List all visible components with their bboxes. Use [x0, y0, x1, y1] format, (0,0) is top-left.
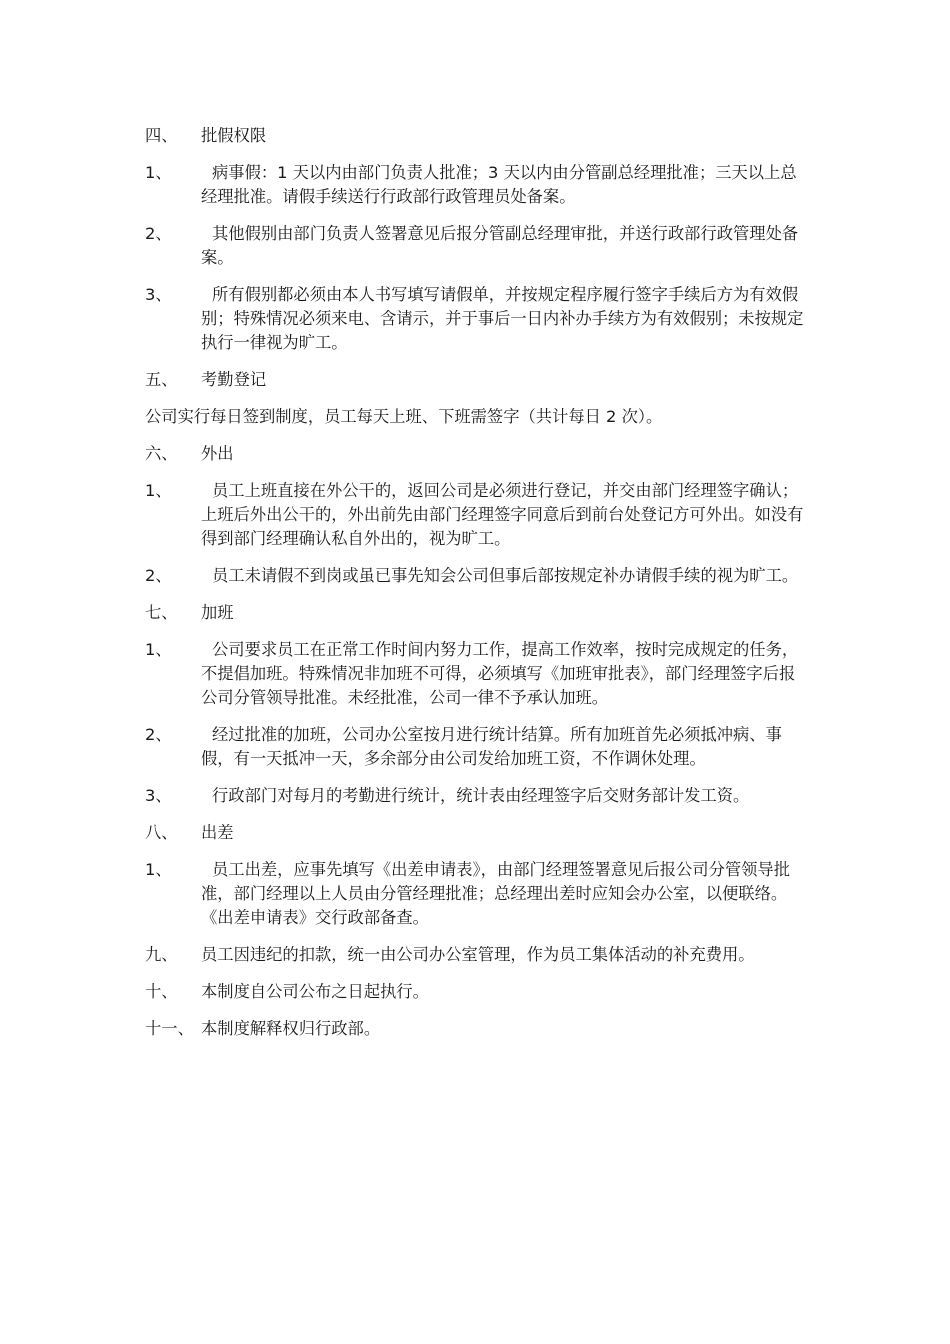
item-text: 病事假：1 天以内由部门负责人批准；3 天以内由分管副总经理批准；三天以上总经理批准。请假手续送行行政部行政管理员处备案。 — [201, 163, 797, 206]
body-paragraph: 公司实行每日签到制度，员工每天上班、下班需签字（共计每日 2 次）。 — [145, 407, 663, 426]
section-heading-4 — [145, 124, 810, 148]
item-number: 1、 — [145, 860, 172, 879]
list-item — [145, 858, 810, 930]
item-number: 1、 — [145, 481, 172, 500]
list-item — [145, 161, 810, 209]
item-number: 五、 — [145, 370, 178, 389]
item-number: 九、 — [145, 945, 178, 964]
item-number: 2、 — [145, 224, 172, 243]
item-number: 六、 — [145, 444, 178, 463]
item-text: 行政部门对每月的考勤进行统计，统计表由经理签字后交财务部计发工资。 — [212, 786, 750, 805]
heading-text: 本制度解释权归行政部。 — [201, 1019, 381, 1038]
item-number: 3、 — [145, 285, 172, 304]
item-number: 1、 — [145, 163, 172, 182]
list-item — [145, 283, 810, 355]
section-heading-10 — [145, 980, 810, 1004]
section-heading-5 — [145, 368, 810, 392]
item-number: 十一、 — [145, 1019, 194, 1038]
section-heading-8 — [145, 821, 810, 845]
heading-text: 批假权限 — [201, 126, 267, 145]
item-text: 所有假别都必须由本人书写填写请假单，并按规定程序履行签字手续后方为有效假别；特殊情况必须来电、含请示，并于事后一日内补办手续方为有效假别；未按规定执行一律视为旷工。 — [201, 285, 804, 352]
section-heading-9 — [145, 943, 810, 967]
list-item — [145, 222, 810, 270]
heading-text: 加班 — [201, 603, 234, 622]
heading-text: 员工因违纪的扣款，统一由公司办公室管理，作为员工集体活动的补充费用。 — [201, 945, 755, 964]
list-item — [145, 784, 810, 808]
item-number: 3、 — [145, 786, 172, 805]
item-number: 八、 — [145, 823, 178, 842]
item-number: 2、 — [145, 566, 172, 585]
item-text: 员工未请假不到岗或虽已事先知会公司但事后部按规定补办请假手续的视为旷工。 — [212, 566, 799, 585]
list-item — [145, 638, 810, 710]
item-number: 四、 — [145, 126, 178, 145]
item-text: 经过批准的加班，公司办公室按月进行统计结算。所有加班首先必须抵冲病、事假，有一天抵冲一天，多余部分由公司发给加班工资，不作调休处理。 — [201, 725, 782, 768]
list-item — [145, 723, 810, 771]
section-heading-11 — [145, 1017, 810, 1041]
item-text: 员工出差，应事先填写《出差申请表》，由部门经理签署意见后报公司分管领导批准，部门经理以上人员由分管经理批准；总经理出差时应知会办公室，以便联络。《出差申请表》交行政部备查。 — [201, 860, 790, 927]
list-item — [145, 564, 810, 588]
section-heading-6 — [145, 442, 810, 466]
heading-text: 本制度自公司公布之日起执行。 — [201, 982, 429, 1001]
list-item — [145, 479, 810, 551]
item-text: 员工上班直接在外公干的，返回公司是必须进行登记，并交由部门经理签字确认；上班后外出公干的，外出前先由部门经理签字同意后到前台处登记方可外出。如没有得到部门经理确认私自外出的，视为旷工。 — [201, 481, 804, 548]
item-number: 七、 — [145, 603, 178, 622]
item-text: 其他假别由部门负责人签署意见后报分管副总经理审批，并送行政部行政管理处备案。 — [201, 224, 799, 267]
heading-text: 考勤登记 — [201, 370, 267, 389]
heading-text: 出差 — [201, 823, 234, 842]
heading-text: 外出 — [201, 444, 234, 463]
item-number: 1、 — [145, 640, 172, 659]
document-body — [145, 124, 810, 1054]
item-number: 2、 — [145, 725, 172, 744]
section-heading-7 — [145, 601, 810, 625]
item-number: 十、 — [145, 982, 178, 1001]
item-text: 公司要求员工在正常工作时间内努力工作，提高工作效率，按时完成规定的任务，不提倡加班。特殊情况非加班不可得，必须填写《加班审批表》，部门经理签字后报公司分管领导批准。未经批准，公司一律不予承认加班。 — [201, 640, 799, 707]
